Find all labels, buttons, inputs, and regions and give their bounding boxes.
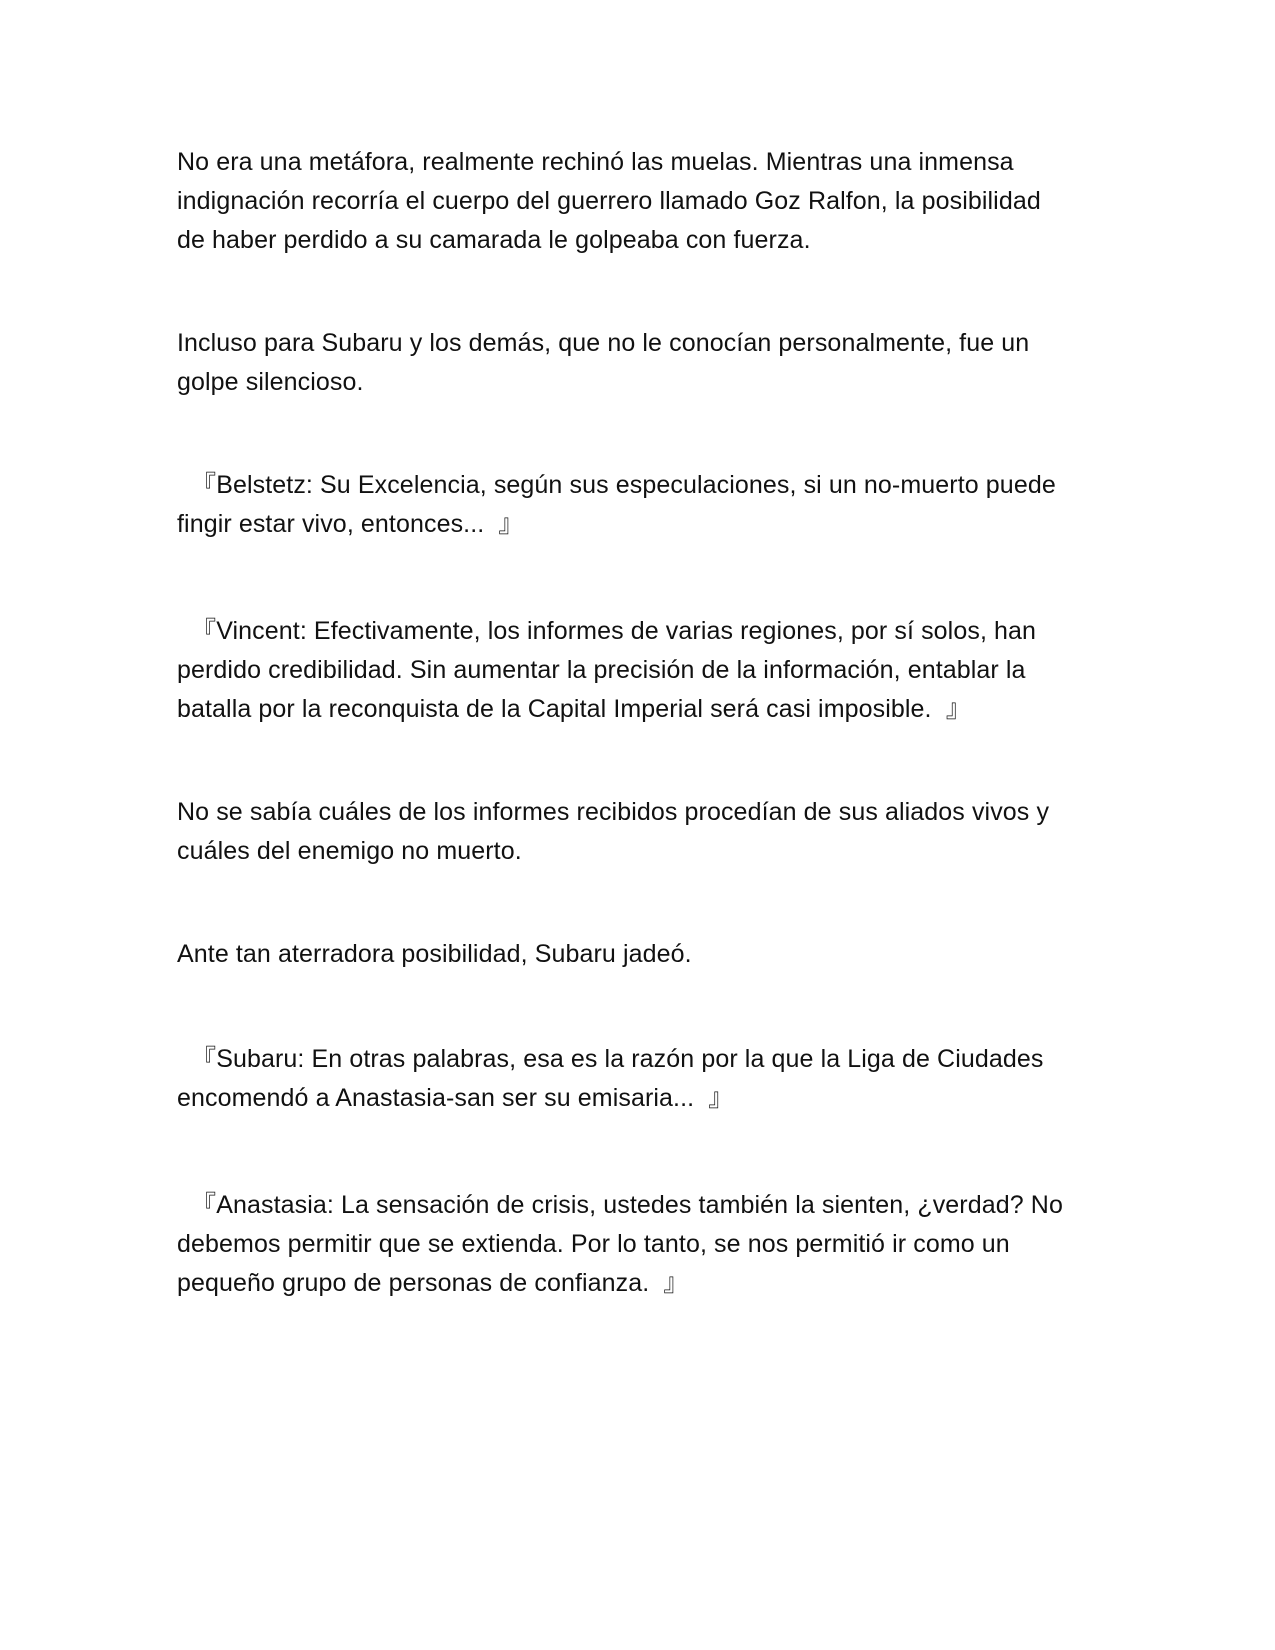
paragraph-narration-1	[177, 143, 1097, 260]
text-line: encomendó a Anastasia-san ser su emisaria... 』	[177, 1084, 734, 1112]
text-line: Ante tan aterradora posibilidad, Subaru jadeó.	[177, 940, 692, 968]
text-line: golpe silencioso.	[177, 368, 364, 396]
text-line: fingir estar vivo, entonces... 』	[177, 510, 524, 538]
text-line: perdido credibilidad. Sin aumentar la precisión de la información, entablar la	[177, 656, 1026, 684]
text-line: No era una metáfora, realmente rechinó las muelas. Mientras una inmensa	[177, 148, 1014, 176]
paragraph-dialogue-vincent	[177, 612, 1097, 729]
text-line: 『Subaru: En otras palabras, esa es la razón por la que la Liga de Ciudades	[177, 1045, 1044, 1073]
paragraph-dialogue-subaru	[177, 1040, 1097, 1118]
text-line: debemos permitir que se extienda. Por lo tanto, se nos permitió ir como un	[177, 1230, 1010, 1258]
text-line: Incluso para Subaru y los demás, que no le conocían personalmente, fue un	[177, 329, 1030, 357]
text-line: batalla por la reconquista de la Capital Imperial será casi imposible. 』	[177, 695, 971, 723]
text-line: indignación recorría el cuerpo del guerrero llamado Goz Ralfon, la posibilidad	[177, 187, 1041, 215]
paragraph-narration-2	[177, 324, 1097, 402]
text-line: No se sabía cuáles de los informes recibidos procedían de sus aliados vivos y	[177, 798, 1050, 826]
text-line: pequeño grupo de personas de confianza. 』	[177, 1269, 689, 1297]
paragraph-narration-3	[177, 793, 1097, 871]
text-line: cuáles del enemigo no muerto.	[177, 837, 522, 865]
paragraph-dialogue-belstetz	[177, 466, 1097, 544]
text-line: 『Anastasia: La sensación de crisis, ustedes también la sienten, ¿verdad? No	[177, 1191, 1063, 1219]
text-line: 『Vincent: Efectivamente, los informes de varias regiones, por sí solos, han	[177, 617, 1037, 645]
paragraph-dialogue-anastasia	[177, 1186, 1097, 1303]
text-line: de haber perdido a su camarada le golpeaba con fuerza.	[177, 226, 811, 254]
paragraph-narration-4	[177, 935, 1097, 974]
text-line: 『Belstetz: Su Excelencia, según sus especulaciones, si un no-muerto puede	[177, 471, 1056, 499]
